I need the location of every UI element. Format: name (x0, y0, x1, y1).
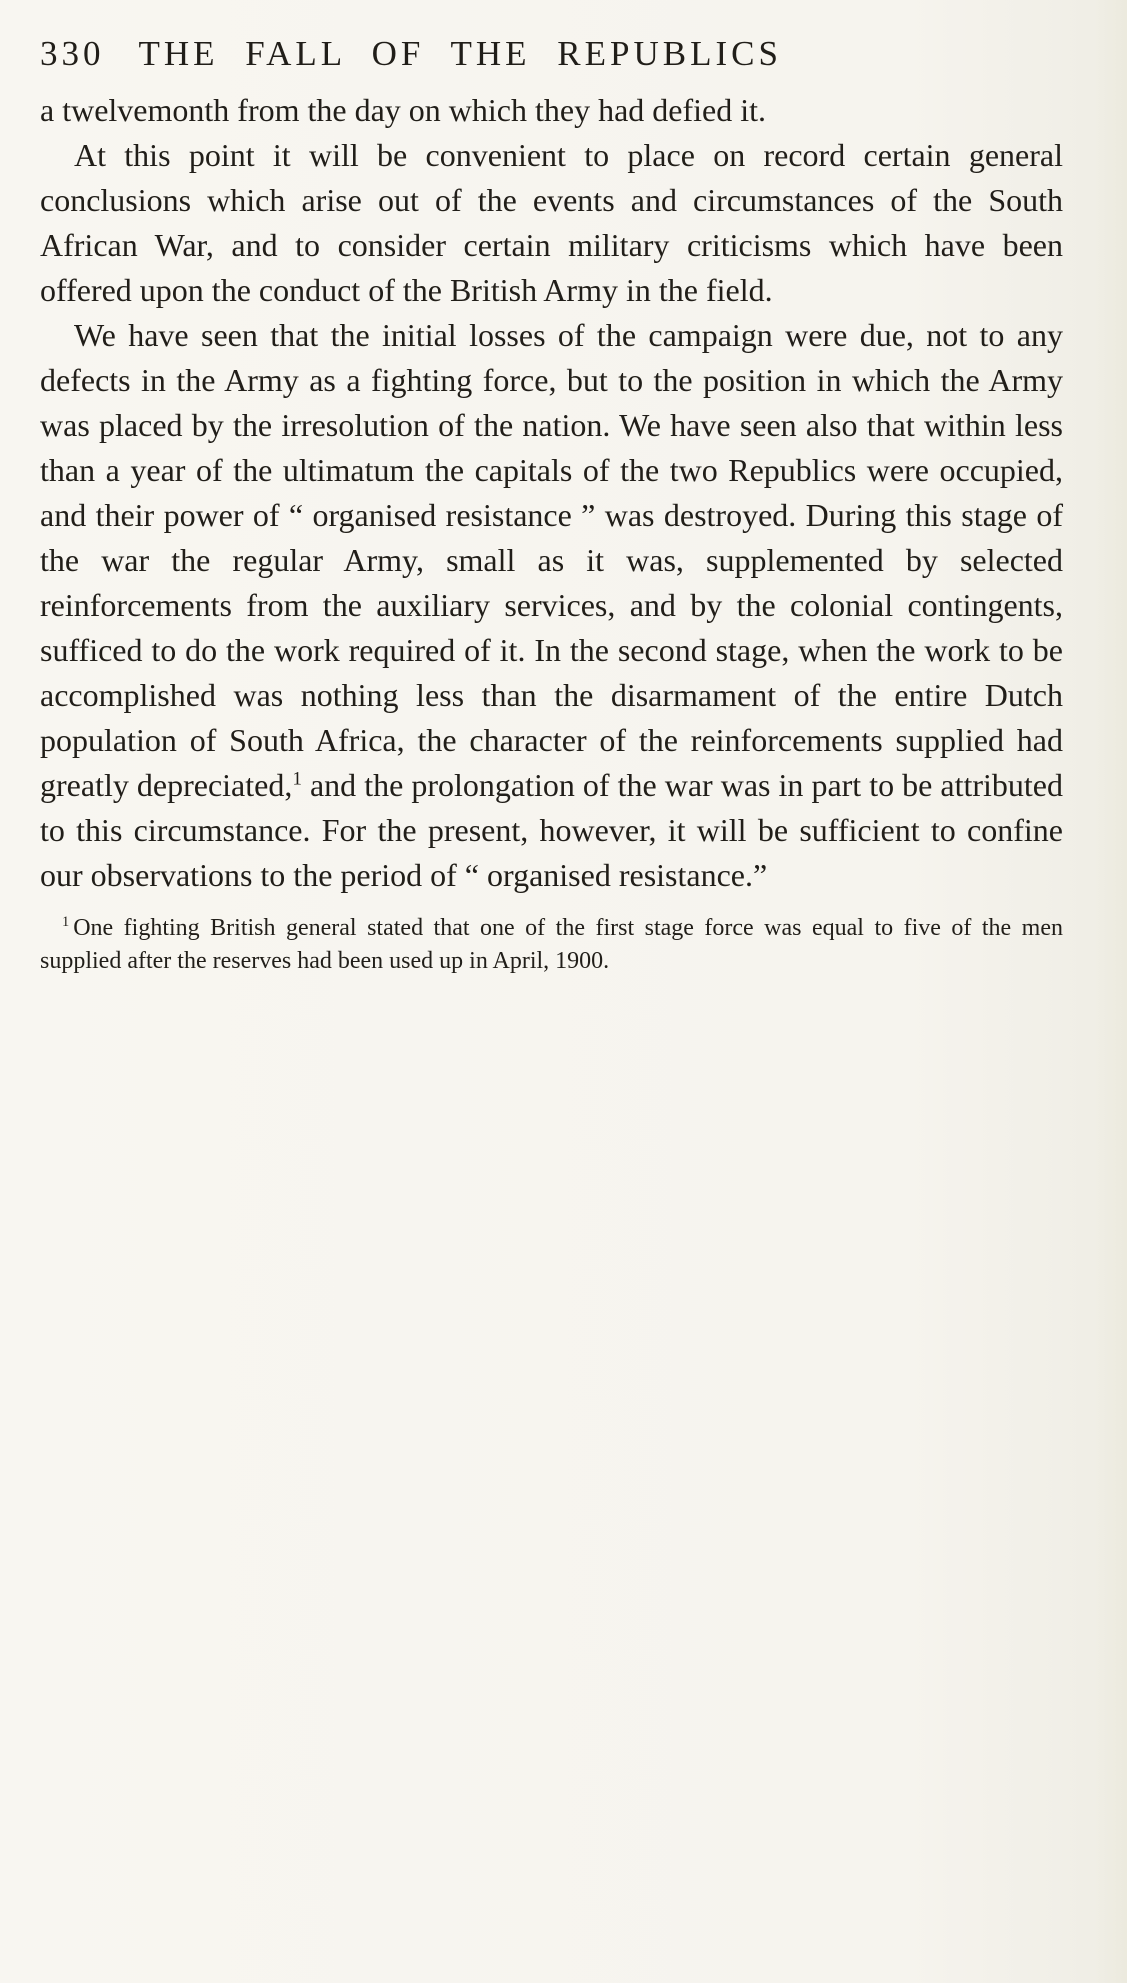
footnote-reference: 1 (292, 768, 302, 790)
page-title: THE FALL OF THE REPUBLICS (138, 34, 782, 73)
page-number: 330 (40, 34, 105, 73)
footnote-line (40, 912, 1063, 978)
paragraph-text: and the prolongation of the war was in part to be attributed to this circumstance. For the present, however, it will be sufficient to confine our observations to the period of “ organised resistance.” (40, 767, 1064, 893)
body-text (40, 88, 1063, 898)
paragraph-text: We have seen that the initial losses of the campaign were due, not to any defects in the Army as a fighting force, but to the position in which the Army was placed by the irresolution of the nation. We have seen also that within less than a year of the ultimatum the capitals of the two Republics were occupied, and their power of “ organised resistance ” was destroyed. During this stage of the war the regular Army, small as it was, supplemented by selected reinforcements from the auxiliary services, and by the colonial contingents, sufficed to do the work required of it. In the second stage, when the work to be accomplished was nothing less than the disarmament of the entire Dutch population of South Africa, the character of the reinforcements supplied had greatly depreciated, (40, 317, 1063, 803)
paragraph (40, 313, 1063, 898)
running-head (40, 34, 1063, 74)
footnote-marker: 1 (62, 914, 70, 930)
footnote (40, 912, 1063, 978)
paragraph-continuation: a twelvemonth from the day on which they had defied it. (40, 92, 767, 128)
footnote-text: One fighting British general stated that one of the first stage force was equal to five of the men supplied after the reserves had been used up in April, 1900. (40, 915, 1063, 974)
paragraph: At this point it will be convenient to place on record certain general conclusions which arise out of the events and circumstances of the South African War, and to consider certain military criticisms which have been offered upon the conduct of the British Army in the field. (40, 137, 1063, 308)
